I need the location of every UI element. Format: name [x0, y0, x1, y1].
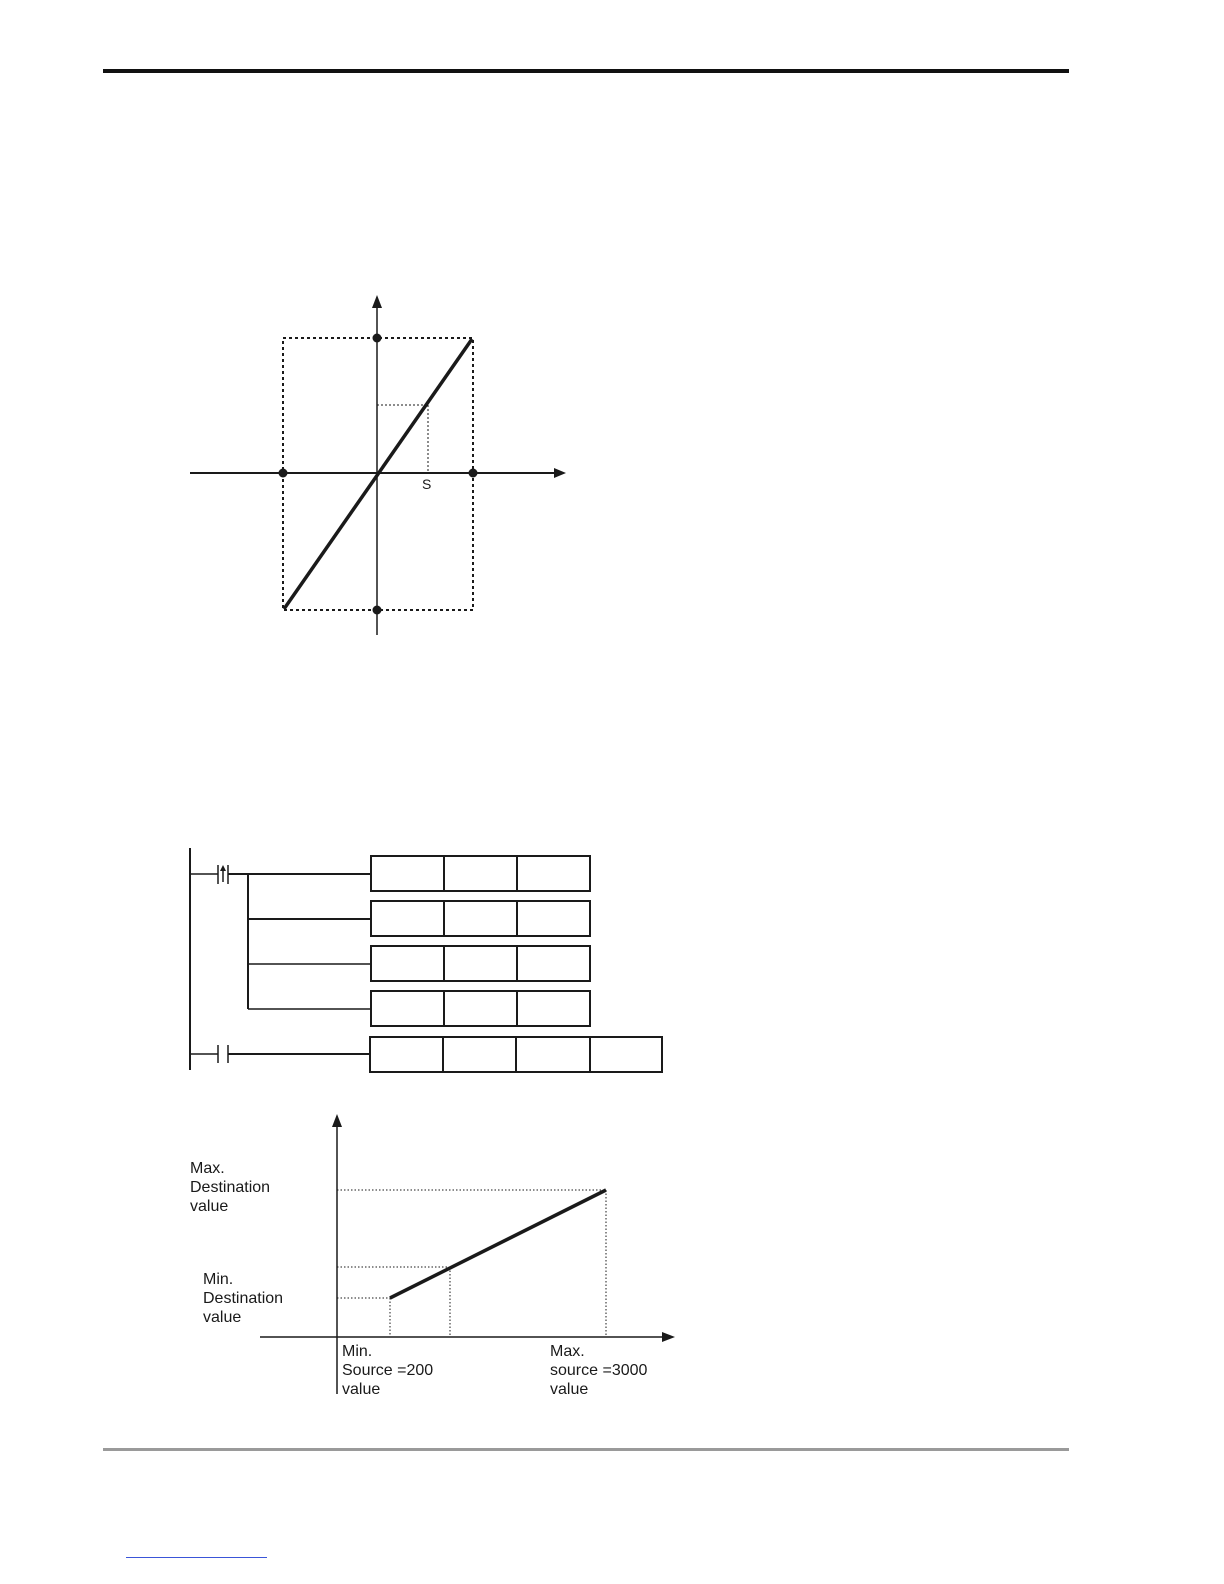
max-dest-line1: Max.: [190, 1160, 225, 1177]
ladder-diagram: [190, 848, 662, 1072]
max-source-line3: value: [550, 1381, 589, 1398]
graph-x-arrow: [662, 1332, 675, 1342]
min-dest-line1: Min.: [203, 1271, 234, 1288]
max-source-line1: Max.: [550, 1343, 585, 1360]
top-dot: [373, 334, 382, 343]
rising-edge-arrow-icon: [220, 865, 226, 871]
min-source-line2: Source =200: [342, 1362, 434, 1379]
right-dot: [469, 469, 478, 478]
max-source-label: [550, 1343, 652, 1398]
y-axis-arrow: [372, 295, 382, 308]
min-dest-line2: Destination: [203, 1290, 284, 1307]
graph-y-arrow: [332, 1114, 342, 1127]
max-destination-label: [190, 1160, 275, 1215]
bottom-dot: [373, 606, 382, 615]
instruction-box-4: [371, 991, 590, 1026]
max-dest-line2: Destination: [190, 1179, 271, 1196]
source-destination-graph: [190, 1114, 675, 1398]
instruction-box-2: [371, 901, 590, 936]
x-axis-arrow: [554, 468, 566, 478]
footer-rule: [103, 1448, 1069, 1451]
conversion-line: [390, 1190, 606, 1298]
min-dest-line3: value: [203, 1309, 242, 1326]
instruction-box-3: [371, 946, 590, 981]
min-source-label: [342, 1343, 438, 1398]
min-destination-label: [203, 1271, 288, 1326]
s-label: S: [422, 476, 432, 492]
min-source-line3: value: [342, 1381, 381, 1398]
footer-link-underline[interactable]: [126, 1557, 267, 1558]
left-dot: [279, 469, 288, 478]
max-dest-line3: value: [190, 1198, 229, 1215]
instruction-box-1: [371, 856, 590, 891]
max-source-line2: source =3000: [550, 1362, 648, 1379]
instruction-box-5: [370, 1037, 662, 1072]
min-source-line1: Min.: [342, 1343, 373, 1360]
